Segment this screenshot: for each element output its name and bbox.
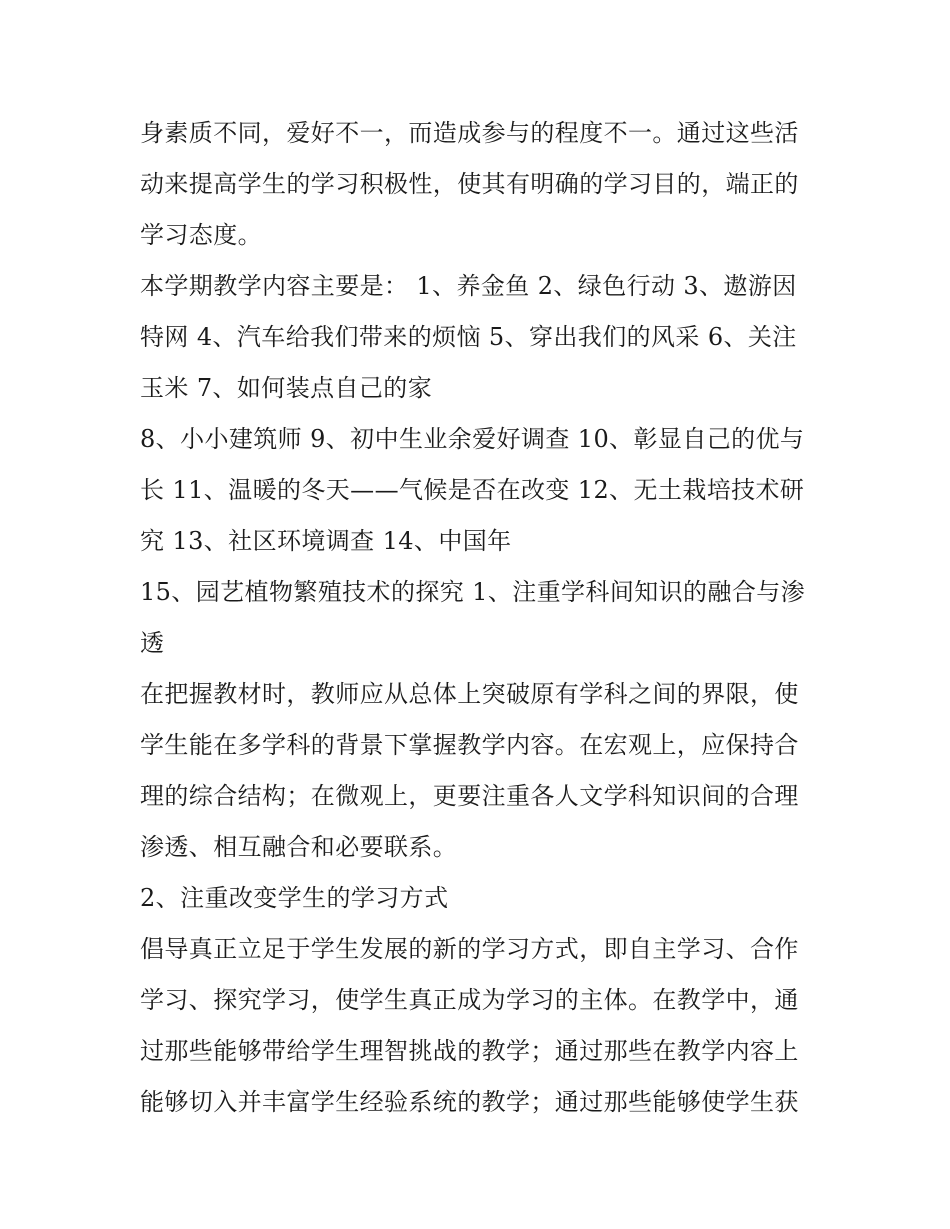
text-line-5: 特网 4、汽车给我们带来的烦恼 5、穿出我们的风采 6、关注 (140, 323, 797, 351)
text-line-6: 玉米 7、如何装点自己的家 (140, 374, 433, 402)
text-line-17: 倡导真正立足于学生发展的新的学习方式，即自主学习、合作 (140, 935, 799, 963)
text-line-9: 究 13、社区环境调查 14、中国年 (140, 527, 512, 555)
text-line-11: 透 (140, 629, 165, 657)
text-line-13: 学生能在多学科的背景下掌握教学内容。在宏观上，应保持合 (140, 731, 799, 759)
text-line-16: 2、注重改变学生的学习方式 (140, 884, 449, 912)
document-body (140, 108, 820, 1128)
text-line-12: 在把握教材时，教师应从总体上突破原有学科之间的界限，使 (140, 680, 799, 708)
text-line-19: 过那些能够带给学生理智挑战的教学；通过那些在教学内容上 (140, 1037, 799, 1065)
text-line-4: 本学期教学内容主要是： 1、养金鱼 2、绿色行动 3、遨游因 (140, 272, 797, 300)
text-line-8: 长 11、温暖的冬天——气候是否在改变 12、无土栽培技术研 (140, 476, 805, 504)
text-line-10: 15、园艺植物繁殖技术的探究 1、注重学科间知识的融合与渗 (140, 578, 806, 606)
text-line-2: 动来提高学生的学习积极性，使其有明确的学习目的，端正的 (140, 170, 799, 198)
text-line-1: 身素质不同，爱好不一，而造成参与的程度不一。通过这些活 (140, 119, 799, 147)
text-line-7: 8、小小建筑师 9、初中生业余爱好调查 10、彰显自己的优与 (140, 425, 805, 453)
text-line-3: 学习态度。 (140, 221, 262, 249)
text-line-18: 学习、探究学习，使学生真正成为学习的主体。在教学中，通 (140, 986, 799, 1014)
text-line-20: 能够切入并丰富学生经验系统的教学；通过那些能够使学生获 (140, 1088, 799, 1116)
text-line-15: 渗透、相互融合和必要联系。 (140, 833, 458, 861)
text-line-14: 理的综合结构；在微观上，更要注重各人文学科知识间的合理 (140, 782, 799, 810)
